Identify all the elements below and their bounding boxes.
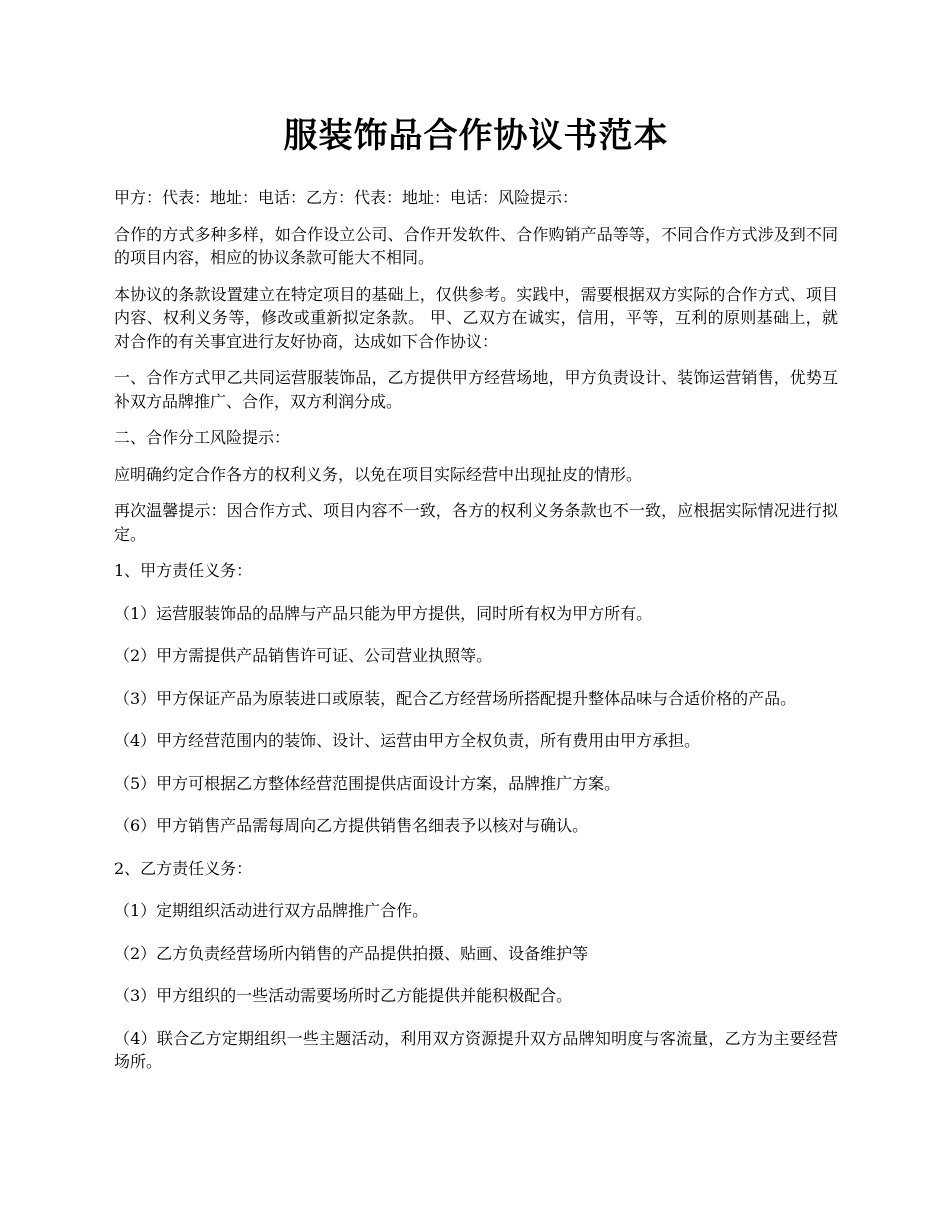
party-a-duty-item: （5）甲方可根据乙方整体经营范围提供店面设计方案，品牌推广方案。 <box>114 773 621 793</box>
party-a-duty-item: （1）运营服装饰品的品牌与产品只能为甲方提供，同时所有权为甲方所有。 <box>114 603 653 623</box>
party-a-duties-heading: 1、甲方责任义务： <box>114 561 253 580</box>
section-1-cooperation-method: 一、合作方式甲乙共同运营服装饰品，乙方提供甲方经营场地，甲方负责设计、装饰运营销售，优势互补双方品牌推广、合作，双方利润分成。 <box>114 368 838 411</box>
cooperation-modes-paragraph: 合作的方式多种多样，如合作设立公司、合作开发软件、合作购销产品等等，不同合作方式涉及到不同的项目内容，相应的协议条款可能大不相同。 <box>114 224 838 267</box>
party-info-paragraph: 甲方：代表：地址：电话：乙方：代表：地址：电话：风险提示： <box>114 188 579 207</box>
party-b-duty-item: （3）甲方组织的一些活动需要场所时乙方能提供并能积极配合。 <box>114 986 573 1005</box>
rights-obligations-paragraph: 应明确约定合作各方的权利义务，以免在项目实际经营中出现扯皮的情形。 <box>114 464 643 484</box>
party-a-duty-item: （6）甲方销售产品需每周向乙方提供销售名细表予以核对与确认。 <box>114 816 589 835</box>
party-a-duty-item: （2）甲方需提供产品销售许可证、公司营业执照等。 <box>114 646 493 665</box>
section-2-heading: 二、合作分工风险提示： <box>114 428 291 447</box>
party-b-duty-item: （4）联合乙方定期组织一些主题活动，利用双方资源提升双方品牌知明度与客流量，乙方为主要经营场所。 <box>114 1028 838 1071</box>
party-b-duty-item: （2）乙方负责经营场所内销售的产品提供拍摄、贴画、设备维护等 <box>114 943 589 963</box>
agreement-basis-paragraph: 本协议的条款设置建立在特定项目的基础上，仅供参考。实践中，需要根据双方实际的合作方式、项目内容、权利义务等，修改或重新拟定条款。 甲、乙双方在诚实，信用，平等，互利的原则基础上，就对合作的有关事宜进行友好协商，达成如下合作协议： <box>114 284 838 351</box>
party-a-duty-item: （3）甲方保证产品为原装进口或原装，配合乙方经营场所搭配提升整体品味与合适价格的产品。 <box>114 688 797 708</box>
party-a-duty-item: （4）甲方经营范围内的装饰、设计、运营由甲方全权负责，所有费用由甲方承担。 <box>114 731 701 750</box>
party-b-duty-item: （1）定期组织活动进行双方品牌推广合作。 <box>114 901 429 920</box>
party-b-duties-heading: 2、乙方责任义务： <box>114 858 253 878</box>
document-title: 服装饰品合作协议书范本 <box>283 116 669 156</box>
reminder-paragraph: 再次温馨提示：因合作方式、项目内容不一致，各方的权利义务条款也不一致，应根据实际情况进行拟定。 <box>114 501 838 544</box>
